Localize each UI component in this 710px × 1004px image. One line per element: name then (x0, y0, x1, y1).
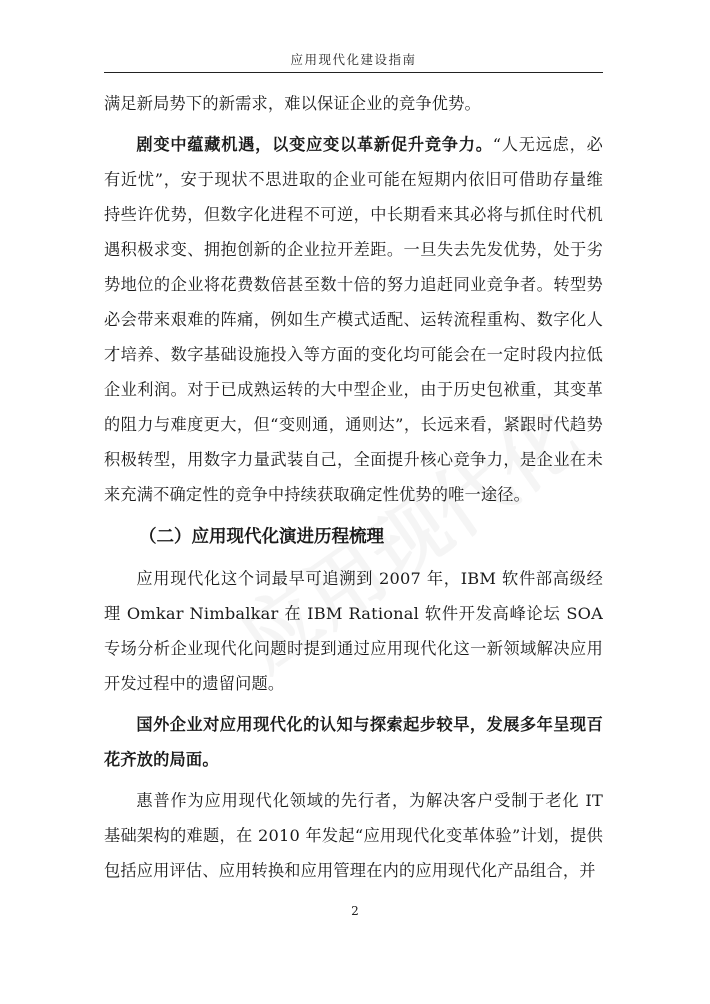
page-header (104, 44, 603, 73)
paragraph-body: “人无远虑，必有近忧”，安于现状不思进取的企业可能在短期内依旧可借助存量维持些许优势，但数字化进程不可逆，中长期看来其必将与抓住时代机遇积极求变、拥抱创新的企业拉开差距。一旦失去先发优势，处于劣势地位的企业将花费数倍甚至数十倍的努力追赶同业竞争者。转型势必会带来艰难的阵痛，例如生产模式适配、运转流程重构、数字化人才培养、数字基础设施投入等方面的变化均可能会在一定时段内拉低企业利润。对于已成熟运转的大中型企业，由于历史包袱重，其变革的阻力与难度更大，但“变则通，通则达”，长远来看，紧跟时代趋势积极转型，用数字力量武装自己，全面提升核心竞争力，是企业在未来充满不确定性的竞争中持续获取确定性优势的唯一途径。 (104, 135, 603, 504)
document-body (104, 86, 603, 888)
header-title: 应用现代化建设指南 (290, 52, 417, 67)
paragraph-hp: 惠普作为应用现代化领域的先行者，为解决客户受制于老化 IT 基础架构的难题，在 2010 年发起“应用现代化变革体验”计划，提供包括应用评估、应用转换和应用管理在内的应用现代化产品组合，并 (104, 791, 603, 880)
paragraph-foreign-enterprises: 国外企业对应用现代化的认知与探索起步较早，发展多年呈现百花齐放的局面。 (104, 715, 603, 769)
paragraph-lead-bold: 剧变中蕴藏机遇，以变应变以革新促升竞争力。 (136, 135, 493, 154)
paragraph-opportunity (104, 127, 603, 512)
paragraph-continuation: 满足新局势下的新需求，难以保证企业的竞争优势。 (104, 94, 481, 113)
page-number: 2 (351, 904, 359, 918)
paragraph-history: 应用现代化这个词最早可追溯到 2007 年，IBM 软件部高级经理 Omkar Nimbalkar 在 IBM Rational 软件开发高峰论坛 SOA 专场分析企业现代化问题时提到通过应用现代化这一新领域解决应用开发过程中的遗留问题。 (104, 569, 603, 693)
section-heading: （二）应用现代化演进历程梳理 (139, 527, 384, 547)
